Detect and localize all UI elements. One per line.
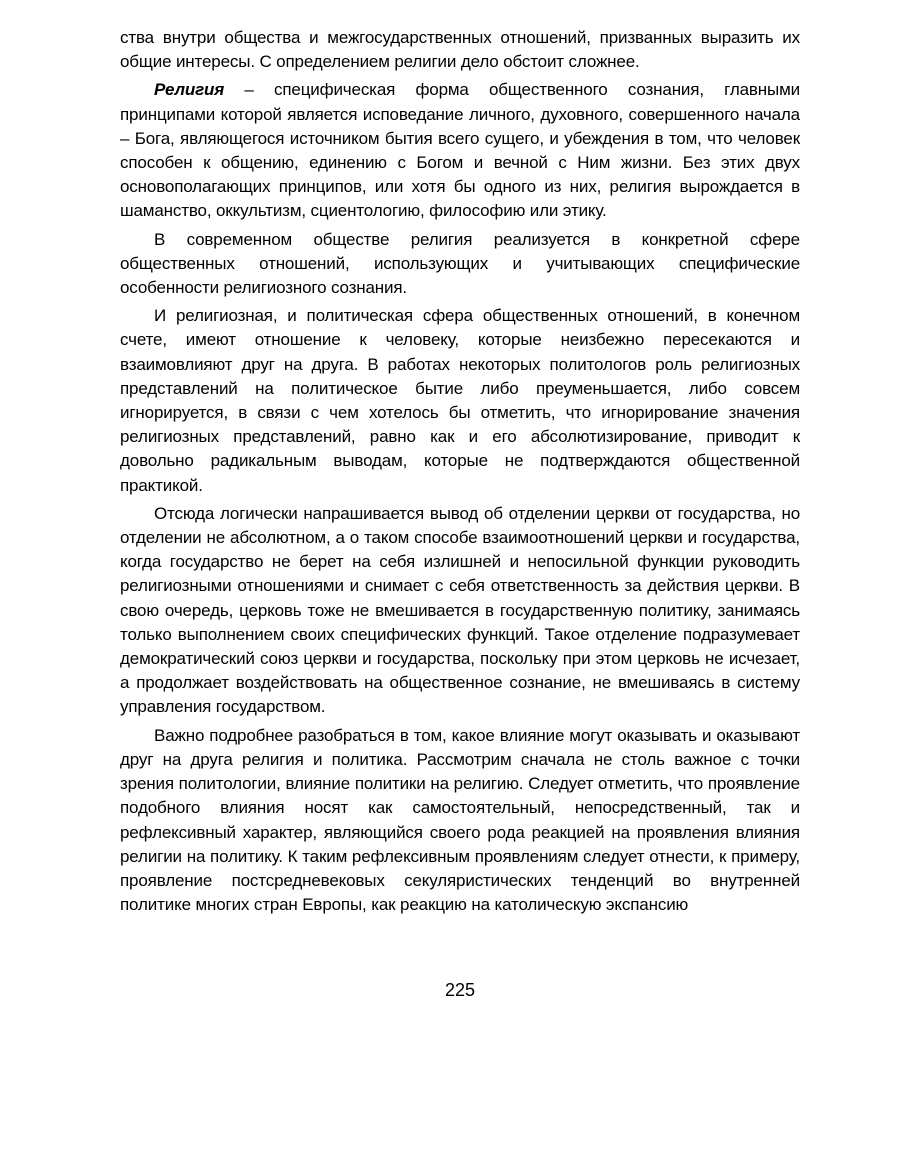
paragraph-text: – специфическая форма общественного сознания, главными принципами которой является исповедание личного, духовного, совершенного начала – Бога, являющегося источником бытия всего сущего, и убеждения в том, что человек способен к общению, единению с Богом и вечной с Ним жизни. Без этих двух основополагающих принципов, или хотя бы одного из них, религия вырождается в шаманство, оккультизм, сциентологию, философию или этику.	[120, 80, 800, 221]
paragraph	[120, 724, 800, 918]
paragraph-religion-definition	[120, 78, 800, 223]
page-number: 225	[444, 980, 476, 1000]
paragraph-text: ства внутри общества и межгосударственных отношений, призванных выразить их общие интересы. С определением религии дело обстоит сложнее.	[120, 28, 800, 72]
paragraph	[120, 228, 800, 301]
page-text-block	[120, 26, 800, 917]
paragraph-continuation	[120, 26, 800, 74]
paragraph	[120, 502, 800, 720]
paragraph-text: Важно подробнее разобраться в том, какое влияние могут оказывать и оказывают друг на друга религия и политика. Рассмотрим сначала не столь важное с точки зрения политологии, влияние политики на религию. Следует отметить, что проявление подобного влияния носят как самостоятельный, непосредственный, так и рефлексивный характер, являющийся своего рода реакцией на проявления влияния религии на политику. К таким рефлексивным проявлениям следует отнести, к примеру, проявление постсредневековых секуляристических тенденций во внутренней политике многих стран Европы, как реакцию на католическую экспансию	[120, 725, 800, 915]
paragraph-text: В современном обществе религия реализуется в конкретной сфере общественных отношений, использующих и учитывающих специфические особенности религиозного сознания.	[120, 229, 800, 298]
paragraph-text: Отсюда логически напрашивается вывод об отделении церкви от государства, но отделении не абсолютном, а о таком способе взаимоотношений церкви и государства, когда государство не берет на себя излишней и непосильной функции руководить религиозными отношениями и снимает с себя ответственность за действия церкви. В свою очередь, церковь тоже не вмешивается в государственную политику, занимаясь только выполнением своих специфических функций. Такое отделение подразумевает демократический союз церкви и государства, поскольку при этом церковь не исчезает, а продолжает воздействовать на общественное сознание, не вмешиваясь в систему управления государством.	[120, 503, 800, 717]
paragraph	[120, 304, 800, 498]
paragraph-text: И религиозная, и политическая сфера общественных отношений, в конечном счете, имеют отношение к человеку, которые неизбежно пересекаются и взаимовлияют друг на друга. В работах некоторых политологов роль религиозных представлений на политическое бытие либо преуменьшается, либо совсем игнорируется, в связи с чем хотелось бы отметить, что игнорирование значения религиозных представлений, равно как и его абсолютизирование, приводит к довольно радикальным выводам, которые не подтверждаются общественной практикой.	[120, 306, 800, 495]
defined-term: Религия	[154, 80, 225, 100]
